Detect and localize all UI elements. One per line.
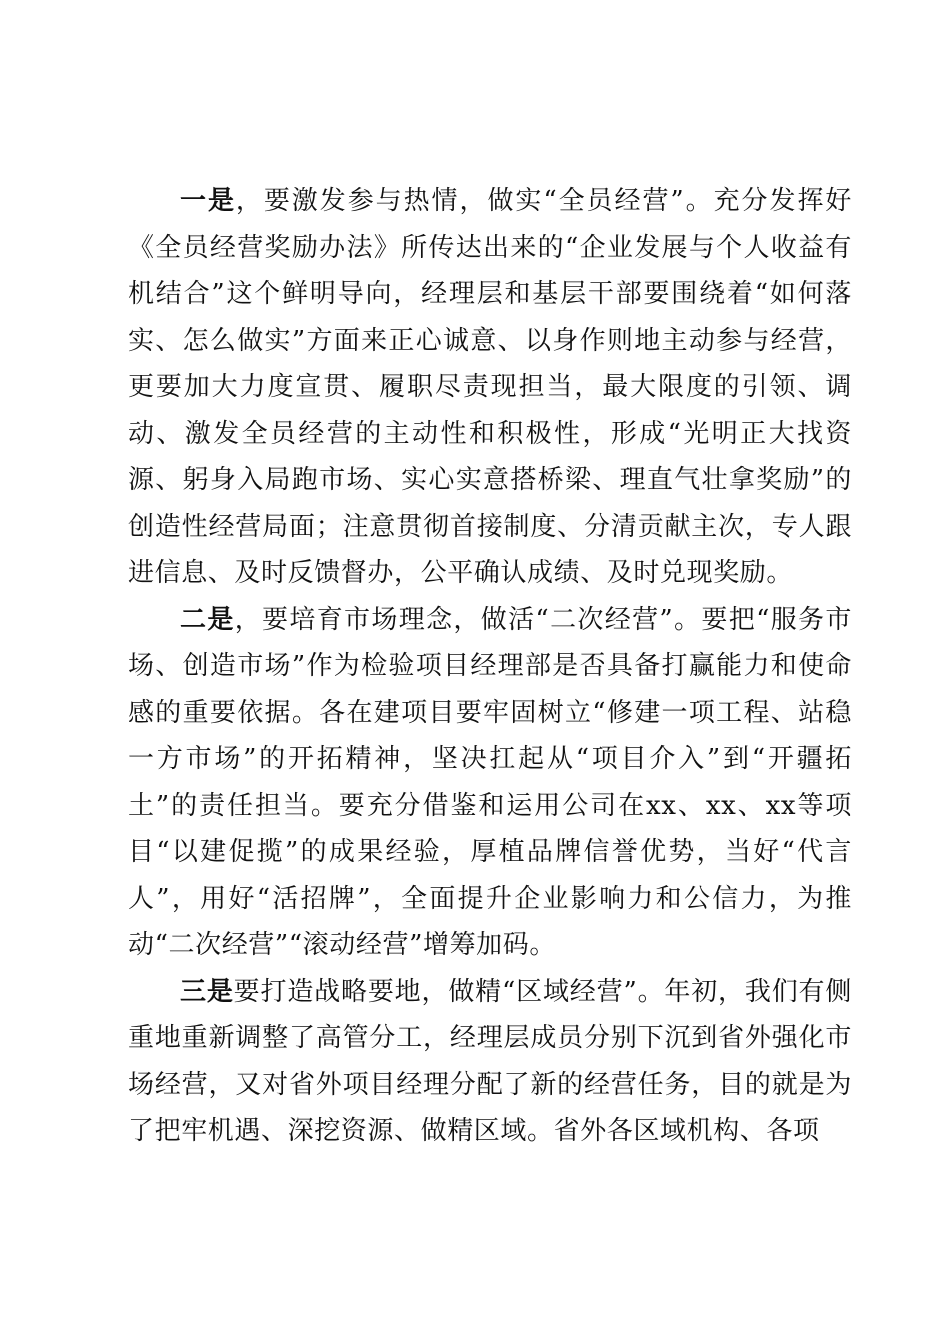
paragraph-2-text: ，要培育市场理念，做活“二次经营”。要把“服务市场、创造市场”作为检验项目经理部是否具备打赢能力和使命感的重要依据。各在建项目要牢固树立“修建一项工程、站稳一方市场”的开拓精神，坚决扛起从“项目介入”到“开疆拓土”的责任担当。要充分借鉴和运用公司在xx、xx、xx等项目“以建促揽”的成果经验，厚植品牌信誉优势，当好“代言人”，用好“活招牌”，全面提升企业影响力和公信力，为推动“二次经营”“滚动经营”增筹加码。 (128, 604, 852, 960)
paragraph-2 (128, 597, 852, 969)
paragraph-3-text: 要打造战略要地，做精“区域经营”。年初，我们有侧重地重新调整了高管分工，经理层成员分别下沉到省外强化市场经营，又对省外项目经理分配了新的经营任务，目的就是为了把牢机遇、深挖资源、做精区域。省外各区域机构、各项 (128, 976, 852, 1146)
paragraph-1-text: ，要激发参与热情，做实“全员经营”。充分发挥好《全员经营奖励办法》所传达出来的“企业发展与个人收益有机结合”这个鲜明导向，经理层和基层干部要围绕着“如何落实、怎么做实”方面来正心诚意、以身作则地主动参与经营，更要加大力度宣贯、履职尽责现担当，最大限度的引领、调动、激发全员经营的主动性和积极性，形成“光明正大找资源、躬身入局跑市场、实心实意搭桥梁、理直气壮拿奖励”的创造性经营局面；注意贯彻首接制度、分清贡献主次，专人跟进信息、及时反馈督办，公平确认成绩、及时兑现奖励。 (128, 186, 852, 588)
paragraph-2-lead: 二是 (180, 604, 235, 635)
document-body (128, 178, 852, 1155)
paragraph-3 (128, 969, 852, 1155)
paragraph-3-lead: 三是 (180, 976, 234, 1007)
paragraph-1-lead: 一是 (180, 186, 236, 216)
paragraph-1 (128, 178, 852, 597)
